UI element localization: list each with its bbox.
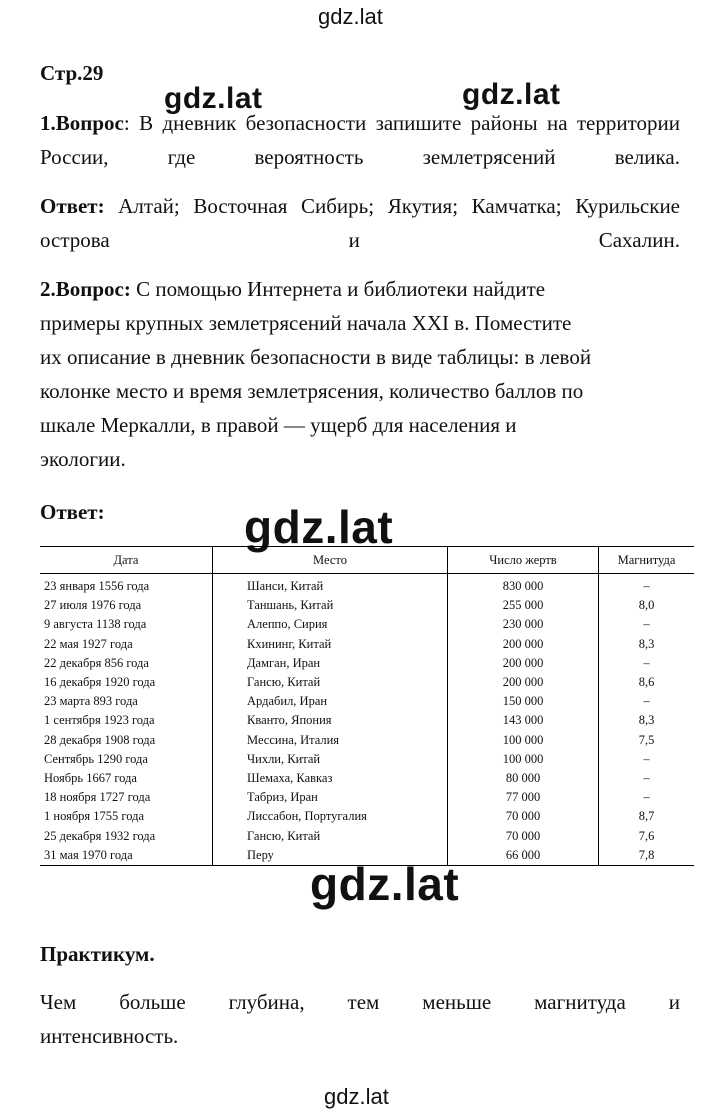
cell-victims: 200 000 [448, 635, 599, 654]
cell-date: Ноябрь 1667 года [44, 770, 137, 785]
question-1 [40, 106, 680, 174]
cell-magnitude: – [599, 750, 695, 769]
cell-victims: 100 000 [448, 750, 599, 769]
cell-magnitude: 8,6 [599, 673, 695, 692]
cell-victims: 200 000 [448, 654, 599, 673]
cell-place: Чихли, Китай [213, 750, 448, 769]
answer-2-label: Ответ: [40, 500, 105, 524]
cell-magnitude: 8,3 [599, 711, 695, 730]
cell-date: 1 ноября 1755 года [44, 809, 145, 824]
cell-place: Кванто, Япония [213, 711, 448, 730]
cell-victims: 70 000 [448, 826, 599, 845]
cell-victims: 230 000 [448, 615, 599, 634]
cell-date: Сентябрь 1290 года [44, 751, 148, 766]
page-label: Стр.29 [40, 61, 104, 85]
cell-victims: 255 000 [448, 596, 599, 615]
cell-victims: 77 000 [448, 788, 599, 807]
table-row [40, 615, 694, 634]
watermark-table-bottom: gdz.lat [310, 858, 460, 910]
cell-magnitude: – [599, 654, 695, 673]
cell-date: 25 декабря 1932 года [44, 828, 156, 843]
cell-date: 28 декабря 1908 года [44, 732, 156, 747]
question-2-line [40, 272, 591, 306]
practicum-line-2: интенсивность. [40, 1024, 179, 1048]
table-row [40, 807, 694, 826]
watermark-mid-left: gdz.lat [164, 82, 263, 115]
cell-magnitude: 8,0 [599, 596, 695, 615]
cell-place: Лиссабон, Португалия [213, 807, 448, 826]
answer-1-label: Ответ: [40, 194, 105, 218]
cell-place: Шемаха, Кавказ [213, 769, 448, 788]
header-victims: Число жертв [448, 547, 599, 574]
table-row [40, 596, 694, 615]
cell-date: 31 мая 1970 года [44, 847, 133, 862]
cell-victims: 830 000 [448, 574, 599, 597]
practicum-line-1: Чем больше глубина, тем меньше магнитуда и [40, 990, 680, 1014]
question-1-label: 1.Вопрос [40, 111, 124, 135]
cell-magnitude: – [599, 692, 695, 711]
table-row [40, 654, 694, 673]
cell-place: Кхининг, Китай [213, 635, 448, 654]
question-2-line: колонке место и время землетрясения, количество баллов по [40, 379, 584, 403]
cell-place: Таншань, Китай [213, 596, 448, 615]
cell-date: 1 сентября 1923 года [44, 713, 155, 728]
table-row [40, 788, 694, 807]
cell-place: Шанси, Китай [213, 574, 448, 597]
question-2-label: 2.Вопрос: [40, 277, 131, 301]
question-2-line: примеры крупных землетрясений начала XXI в. Поместите [40, 311, 572, 335]
table-header-row [40, 547, 694, 574]
cell-victims: 70 000 [448, 807, 599, 826]
earthquake-table [40, 546, 694, 866]
question-2-line-text: С помощью Интернета и библиотеки найдите [130, 277, 546, 301]
question-2 [40, 272, 591, 476]
question-2-line: экологии. [40, 447, 126, 471]
table-row [40, 673, 694, 692]
question-2-line: шкале Меркалли, в правой — ущерб для населения и [40, 413, 517, 437]
question-1-sep: : [123, 111, 140, 135]
cell-magnitude: 8,7 [599, 807, 695, 826]
cell-date: 9 августа 1138 года [44, 617, 147, 632]
cell-magnitude: 7,8 [599, 846, 695, 866]
header-date: Дата [40, 547, 213, 574]
cell-victims: 150 000 [448, 692, 599, 711]
watermark-mid-right: gdz.lat [462, 78, 561, 111]
cell-place: Алеппо, Сирия [213, 615, 448, 634]
table-row [40, 635, 694, 654]
answer-1-text: Алтай; Восточная Сибирь; Якутия; Камчатка; Курильские острова и Сахалин. [40, 194, 680, 252]
cell-date: 18 ноября 1727 года [44, 790, 151, 805]
table-row [40, 826, 694, 845]
cell-date: 23 марта 893 года [44, 694, 138, 709]
table-row [40, 711, 694, 730]
cell-date: 22 мая 1927 года [44, 636, 133, 651]
cell-victims: 100 000 [448, 731, 599, 750]
header-magnitude: Магнитуда [599, 547, 695, 574]
cell-victims: 80 000 [448, 769, 599, 788]
table-row [40, 750, 694, 769]
table-row [40, 692, 694, 711]
cell-date: 22 декабря 856 года [44, 655, 149, 670]
answer-1 [40, 189, 680, 257]
header-place: Место [213, 547, 448, 574]
cell-victims: 200 000 [448, 673, 599, 692]
cell-date: 27 июля 1976 года [44, 598, 142, 613]
cell-victims: 143 000 [448, 711, 599, 730]
watermark-bottom: gdz.lat [324, 1084, 389, 1109]
cell-place: Мессина, Италия [213, 731, 448, 750]
cell-magnitude: 7,6 [599, 826, 695, 845]
cell-magnitude: – [599, 769, 695, 788]
cell-victims: 66 000 [448, 846, 599, 866]
watermark-top: gdz.lat [318, 4, 383, 29]
cell-date: 23 января 1556 года [44, 579, 150, 594]
cell-magnitude: – [599, 615, 695, 634]
question-2-line: их описание в дневник безопасности в виде таблицы: в левой [40, 345, 592, 369]
cell-place: Ардабил, Иран [213, 692, 448, 711]
table-row [40, 731, 694, 750]
cell-magnitude: – [599, 574, 695, 597]
practicum-title: Практикум. [40, 942, 155, 966]
cell-magnitude: 8,3 [599, 635, 695, 654]
cell-place: Дамган, Иран [213, 654, 448, 673]
cell-place: Табриз, Иран [213, 788, 448, 807]
watermark-table-top: gdz.lat [244, 501, 394, 553]
table-row [40, 574, 694, 597]
cell-magnitude: – [599, 788, 695, 807]
cell-magnitude: 7,5 [599, 731, 695, 750]
table-row [40, 769, 694, 788]
table-row [40, 846, 694, 866]
cell-place: Гансю, Китай [213, 673, 448, 692]
cell-place: Гансю, Китай [213, 826, 448, 845]
cell-place: Перу [213, 846, 448, 866]
cell-date: 16 декабря 1920 года [44, 675, 156, 690]
question-1-text: В дневник безопасности запишите районы на территории России, где вероятность землетрясений велика. [40, 111, 680, 169]
